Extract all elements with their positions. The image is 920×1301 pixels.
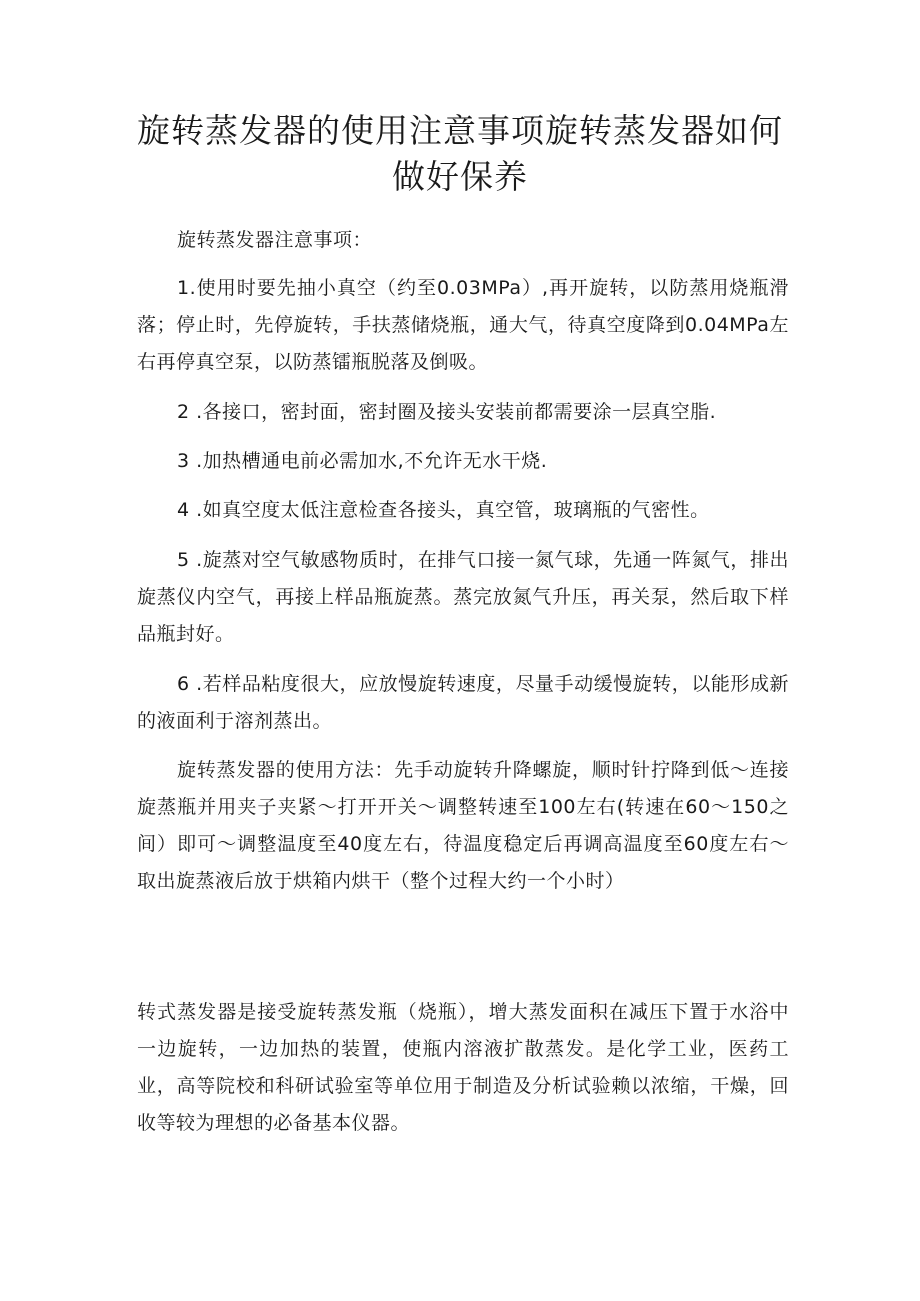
paragraph-item-6: 6 .若样品粘度很大，应放慢旋转速度，尽量手动缓慢旋转，以能形成新的液面利于溶剂蒸出。 (137, 673, 789, 732)
page-title: 旋转蒸发器的使用注意事项旋转蒸发器如何做好保养 (137, 111, 783, 196)
paragraph-usage-method: 旋转蒸发器的使用方法：先手动旋转升降螺旋，顺时针拧降到低～连接旋蒸瓶并用夹子夹紧～打开开关～调整转速至100左右(转速在60～150之间）即可～调整温度至40度左右，待温度稳定后再调高温度至60度左右～取出旋蒸液后放于烘箱内烘干（整个过程大约一个小时） (137, 759, 789, 892)
paragraph-description: 转式蒸发器是接受旋转蒸发瓶（烧瓶），增大蒸发面积在减压下置于水浴中一边旋转，一边加热的装置，使瓶内溶液扩散蒸发。是化学工业，医药工业，高等院校和科研试验室等单位用于制造及分析试验赖以浓缩，干燥，回收等较为理想的必备基本仪器。 (137, 1001, 789, 1134)
paragraph-item-1: 1.使用时要先抽小真空（约至0.03MPa）,再开旋转，以防蒸用烧瓶滑落；停止时，先停旋转，手扶蒸储烧瓶，通大气，待真空度降到0.04MPa左右再停真空泵，以防蒸镭瓶脱落及倒吸。 (137, 277, 789, 373)
paragraph-item-5: 5 .旋蒸对空气敏感物质时，在排气口接一氮气球，先通一阵氮气，排出旋蒸仪内空气，再接上样品瓶旋蒸。蒸完放氮气升压，再关泵，然后取下样品瓶封好。 (137, 549, 789, 645)
paragraph-notes-heading: 旋转蒸发器注意事项： (177, 229, 373, 251)
paragraph-item-3: 3 .加热槽通电前必需加水,不允许无水干烧. (177, 450, 548, 472)
paragraph-item-2: 2 .各接口，密封面，密封圈及接头安装前都需要涂一层真空脂. (177, 401, 717, 423)
paragraph-item-4: 4 .如真空度太低注意检查各接头，真空管，玻璃瓶的气密性。 (177, 499, 710, 521)
